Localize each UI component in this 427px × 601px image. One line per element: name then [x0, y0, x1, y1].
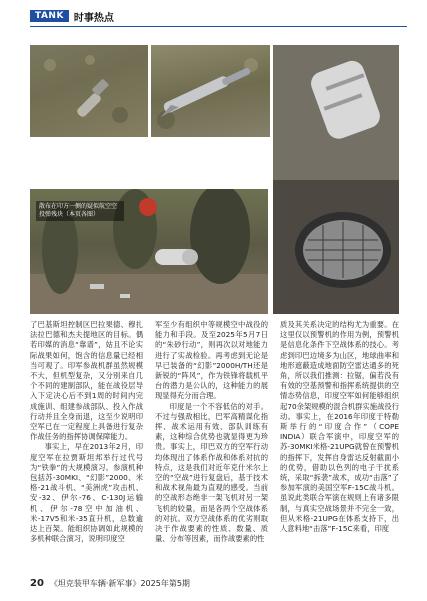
- paragraph: 印度是一个不容低估的对手。不过与强敌相比，巴军高精谋化指挥、战术运用有效、部队训练有素，这种综合优势也就显得更为珍贵。事实上，印巴双方的空军行动均体现出了体系作战和体系对抗的特点，这是我们对近年克什米尔上空的“空战”进行复盘后，基于技术和战术视角最为直观的感受。当前的空战形态绝非一架飞机对另一架飞机的较量，而是各两个空战体系的对抗。双方空战体系的优劣则取决于作战要素的性质、数量、质量、分布等因素，而作战要素的性: [155, 401, 268, 544]
- fuselage-fragment-photo: [273, 45, 399, 314]
- page-number: 20: [30, 578, 44, 589]
- paragraph: 事实上，早在2013年2月，印度空军在拉贾斯坦邦举行过代号为“铁拳”的大规模演习。参演机种包括苏-30MKI、“幻影”2000、米格-21战斗机、“美洲虎”攻击机、安-32、伊尔-76、C-130J运输机、伊尔-78空中加油机、米-17V5和米-35直升机，总数逾达上百架。能组织协调如此规模的多机种联合演习，说明印度空: [30, 442, 143, 544]
- paragraph: 军至少有组织中等规模空中战役的能力和手段。及至2025年5月7日的“朱砂行动”，则再次以对地能力进行了实战检验。再考虑到无论是早已装备的“幻影”2000H/TH还是新锐的“阵风”，作为铁锋将载机平台的潜力是公认的，这种能力的展现显得充分而合理。: [155, 320, 268, 401]
- debris-photo-2: [151, 45, 270, 137]
- paragraph: 了巴基斯坦控制区巴拉果德、穆扎法拉巴德和杰夫提地区的目标。偶若印媒的消息“靠谱”，姑且不论实际战果如何，饱含的信息量已经相当可观了。印军参战机群虽然规模不大，但机型复杂，又分别来自几个不同的建制部队，能在战役层导入下定决心后不到1周的时间内完成施训、组建参战部队、投入作战行动并且全身而退，这至少说明印空军已在一定程度上具备进行复杂作战任务的指挥协调保障能力。: [30, 320, 143, 442]
- text-column-1: [30, 320, 143, 544]
- journal-name: 《坦克装甲车辆·新军事》2025年第5期: [49, 579, 190, 588]
- text-column-2: [155, 320, 268, 544]
- section-title: 时事热点: [73, 12, 114, 24]
- tank-badge: TANK: [30, 10, 69, 22]
- page-footer: [30, 578, 190, 589]
- debris-photo-1: [30, 45, 148, 137]
- photo-caption: 散布在印方一侧的疑似航空空投弹残块（本页各图）: [36, 201, 124, 221]
- paragraph: 质及其关系决定的结构尤为重要。在这里仅以预警机的作用为例，预警机是信息化条件下空战体系的技心。考虑到印巴边境多为山区，地球曲率和地形遮蔽造成地面防空雷达通多的死角，所以我们推测：拉锯，偏若没有有效的空基预警和指挥系统提供的空情态势信息，印度空军如何能够组织起70余架规模的混合机群实施战役行动。事实上，在2016年印度于特勒斯举行的“印度合作”（COPE INDIA）联合军演中，印度空军的苏-30MKI米格-21UPG就曾在预警机的指挥下，发挥自身雷达反射截面小的优势，借助以色列的电子干扰系统，采取“拆袭”战术，成功“击落”了参加军演的美国空军F-15C战斗机。虽说此类联合军演在规则上有诸多限制，与真实空战场景并不完全一致，但从米格-21UPG在体系支持下，出人意料地“击落”F-15C来看，印度: [280, 320, 399, 534]
- header-divider: [30, 26, 407, 27]
- page-header: [30, 8, 114, 24]
- text-column-3: [280, 320, 399, 534]
